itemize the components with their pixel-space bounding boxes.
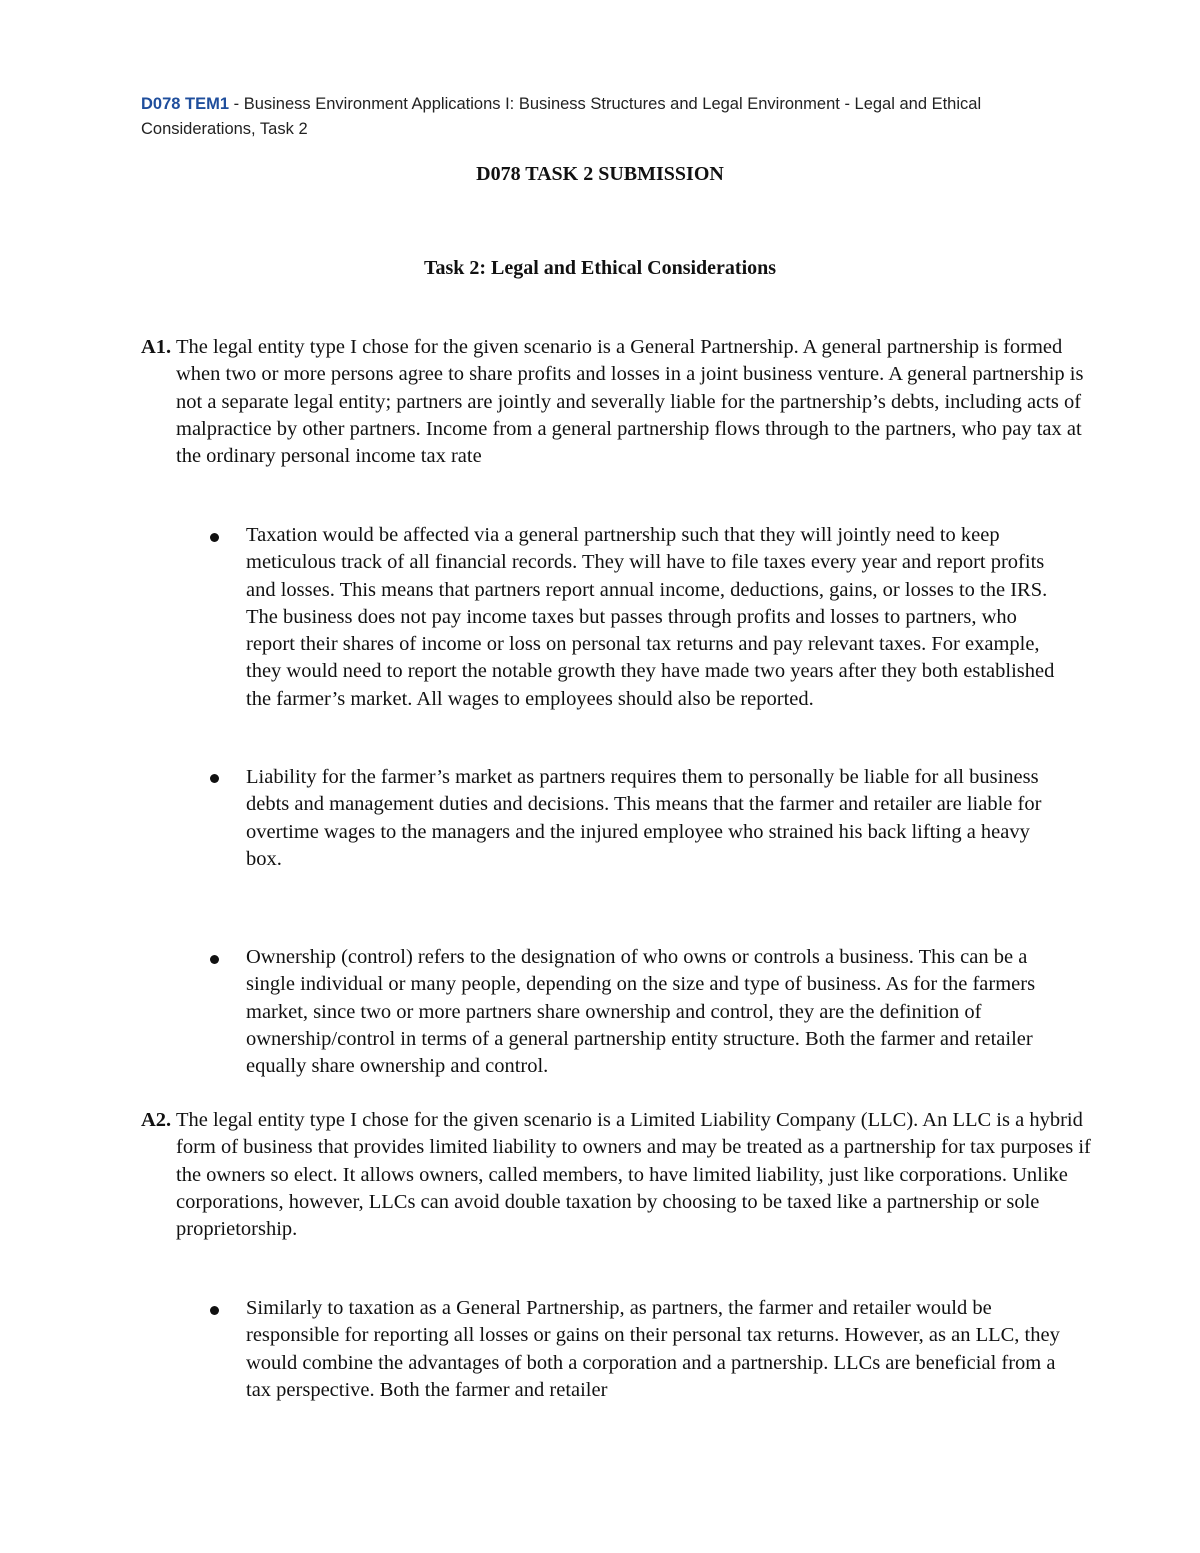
section-a1-bullet-ownership: Ownership (control) refers to the designation of who owns or controls a business. This can be a single individual or many people, depending on the size and type of business. As for the farmers market, since two or more partners share ownership and control, they are the definition of ownership/control in terms of a general partnership entity structure. Both the farmer and retailer equally share ownership and control. <box>246 946 1036 1078</box>
section-a2-label: A2. <box>141 1109 172 1131</box>
section-a1-text: The legal entity type I chose for the given scenario is a General Partnership. A general partnership is formed when two or more persons agree to share profits and losses in a joint business venture. A general partnership is not a separate legal entity; partners are jointly and severally liable for the partnership’s debts, including acts of malpractice by other partners. Income from a general partnership flows through to the partners, who pay tax at the ordinary personal income tax rate <box>171 336 1084 468</box>
bullet-dot <box>210 955 219 964</box>
section-a2-paragraph <box>141 1107 1096 1243</box>
section-a1-label: A1. <box>141 336 172 358</box>
section-a2-text: The legal entity type I chose for the given scenario is a Limited Liability Company (LLC). An LLC is a hybrid form of business that provides limited liability to owners and may be treated as a partnership for tax purposes if the owners so elect. It allows owners, called members, to have limited liability, just like corporations. Unlike corporations, however, LLCs can avoid double taxation by choosing to be taxed like a partnership or sole proprietorship. <box>171 1109 1091 1241</box>
course-code: D078 TEM1 <box>141 95 230 113</box>
document-title: D078 TASK 2 SUBMISSION <box>476 163 724 185</box>
course-header <box>141 92 1061 142</box>
bullet-dot <box>210 1306 219 1315</box>
section-a1-bullet-liability: Liability for the farmer’s market as partners requires them to personally be liable for all business debts and management duties and decisions. This means that the farmer and retailer are liable for overtime wages to the managers and the injured employee who strained his back lifting a heavy box. <box>246 766 1042 870</box>
task-subtitle: Task 2: Legal and Ethical Considerations <box>423 257 777 279</box>
bullet-dot <box>210 774 219 783</box>
section-a1-bullet-taxation: Taxation would be affected via a general partnership such that they will jointly need to keep meticulous track of all financial records. They will have to file taxes every year and report profits and losses. This means that partners report annual income, deductions, gains, or losses to the IRS. The business does not pay income taxes but passes through profits and losses to partners, who report their shares of income or loss on personal tax returns and pay relevant taxes. For example, they would need to report the notable growth they have made two years after they both established the farmer’s market. All wages to employees should also be reported. <box>246 524 1055 710</box>
course-description: - Business Environment Applications I: Business Structures and Legal Environment - Legal and Ethical Considerations, Task 2 <box>141 95 982 138</box>
section-a2-bullet-taxation: Similarly to taxation as a General Partnership, as partners, the farmer and retailer would be responsible for reporting all losses or gains on their personal tax returns. However, as an LLC, they would combine the advantages of both a corporation and a partnership. LLCs are beneficial from a tax perspective. Both the farmer and retailer <box>246 1297 1060 1401</box>
bullet-dot <box>210 533 219 542</box>
section-a1-paragraph <box>141 334 1096 470</box>
